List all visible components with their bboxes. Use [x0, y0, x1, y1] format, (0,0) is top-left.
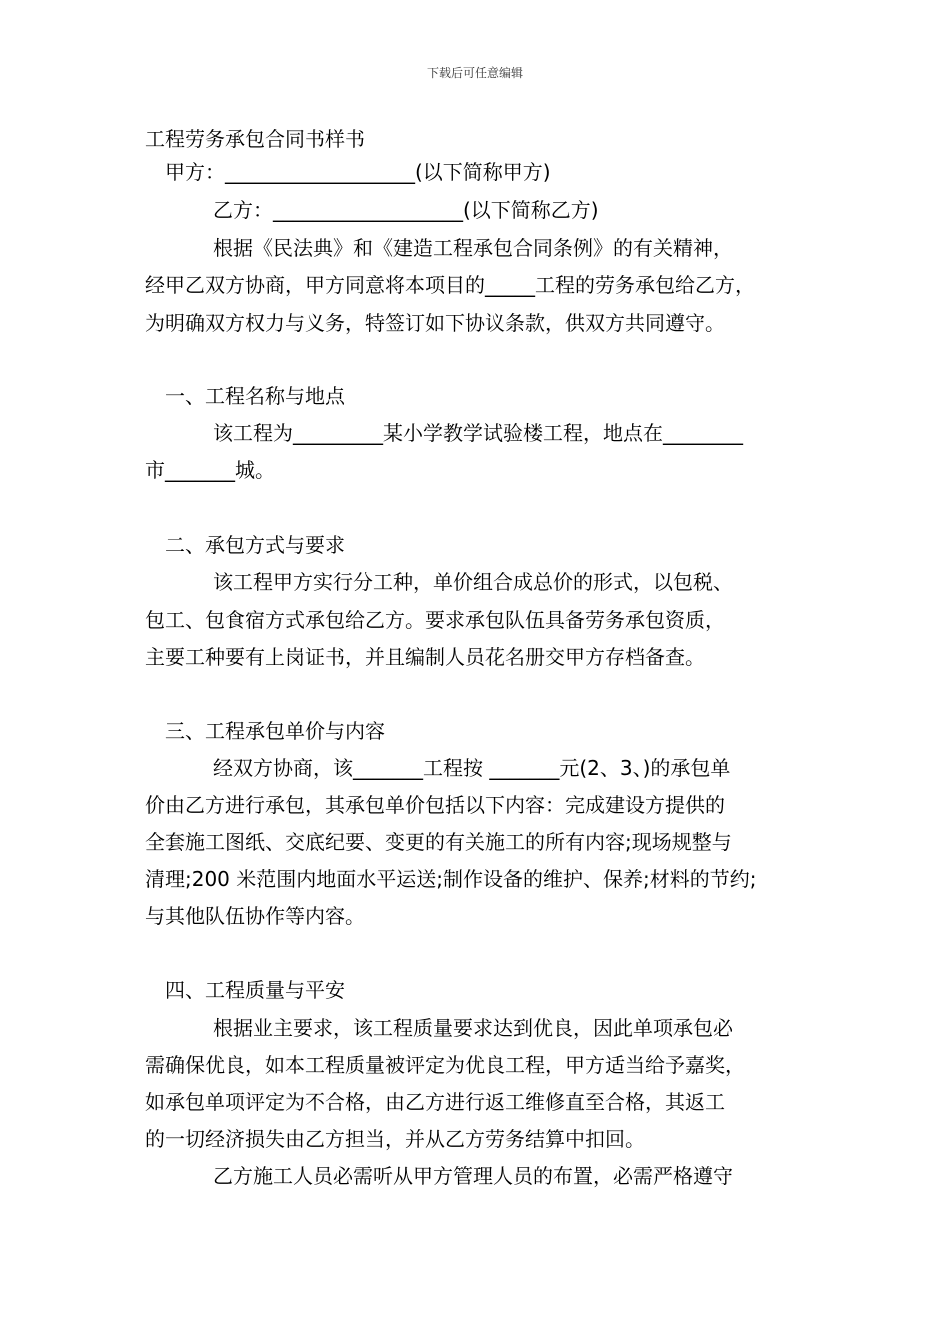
section-4-line-5: 乙方施工人员必需听从甲方管理人员的布置，必需严格遵守 — [213, 1164, 733, 1188]
section-3-heading: 三、工程承包单价与内容 — [165, 719, 385, 743]
party-b-line: 乙方：___________________(以下简称乙方) — [213, 198, 599, 222]
section-2-line-3: 主要工种要有上岗证书，并且编制人员花名册交甲方存档备查。 — [145, 645, 705, 669]
section-4-line-3: 如承包单项评定为不合格，由乙方进行返工维修直至合格，其返工 — [145, 1090, 725, 1114]
section-3-line-3: 全套施工图纸、交底纪要、变更的有关施工的所有内容;现场规整与 — [145, 830, 732, 854]
section-1-line-2: 市_______城。 — [145, 458, 275, 482]
page-header-note: 下载后可任意编辑 — [426, 66, 523, 80]
section-4-line-2: 需确保优良，如本工程质量被评定为优良工程，甲方适当给予嘉奖， — [145, 1053, 745, 1077]
section-2-line-2: 包工、包食宿方式承包给乙方。要求承包队伍具备劳务承包资质， — [145, 608, 725, 632]
section-1-line-1: 该工程为_________某小学教学试验楼工程，地点在________ — [213, 421, 743, 445]
intro-line-2: 经甲乙双方协商，甲方同意将本项目的_____工程的劳务承包给乙方， — [145, 273, 755, 297]
section-3-line-1: 经双方协商，该_______工程按 _______元(2、3、)的承包单 — [213, 756, 731, 780]
intro-line-3: 为明确双方权力与义务，特签订如下协议条款，供双方共同遵守。 — [145, 311, 725, 335]
document-title: 工程劳务承包合同书样书 — [145, 127, 365, 151]
section-1-heading: 一、工程名称与地点 — [165, 384, 345, 408]
section-4-line-1: 根据业主要求，该工程质量要求达到优良，因此单项承包必 — [213, 1016, 733, 1040]
section-3-line-2: 价由乙方进行承包，其承包单价包括以下内容：完成建设方提供的 — [145, 793, 725, 817]
section-3-line-5: 与其他队伍协作等内容。 — [145, 904, 365, 928]
section-3-line-4: 清理;200 米范围内地面水平运送;制作设备的维护、保养;材料的节约; — [145, 867, 757, 891]
section-2-heading: 二、承包方式与要求 — [165, 533, 345, 557]
party-a-line: 甲方：___________________(以下简称甲方) — [165, 160, 551, 184]
section-4-line-4: 的一切经济损失由乙方担当，并从乙方劳务结算中扣回。 — [145, 1127, 645, 1151]
intro-line-1: 根据《民法典》和《建造工程承包合同条例》的有关精神， — [213, 236, 733, 260]
section-4-heading: 四、工程质量与平安 — [165, 978, 345, 1002]
section-2-line-1: 该工程甲方实行分工种，单价组合成总价的形式，以包税、 — [213, 570, 733, 594]
